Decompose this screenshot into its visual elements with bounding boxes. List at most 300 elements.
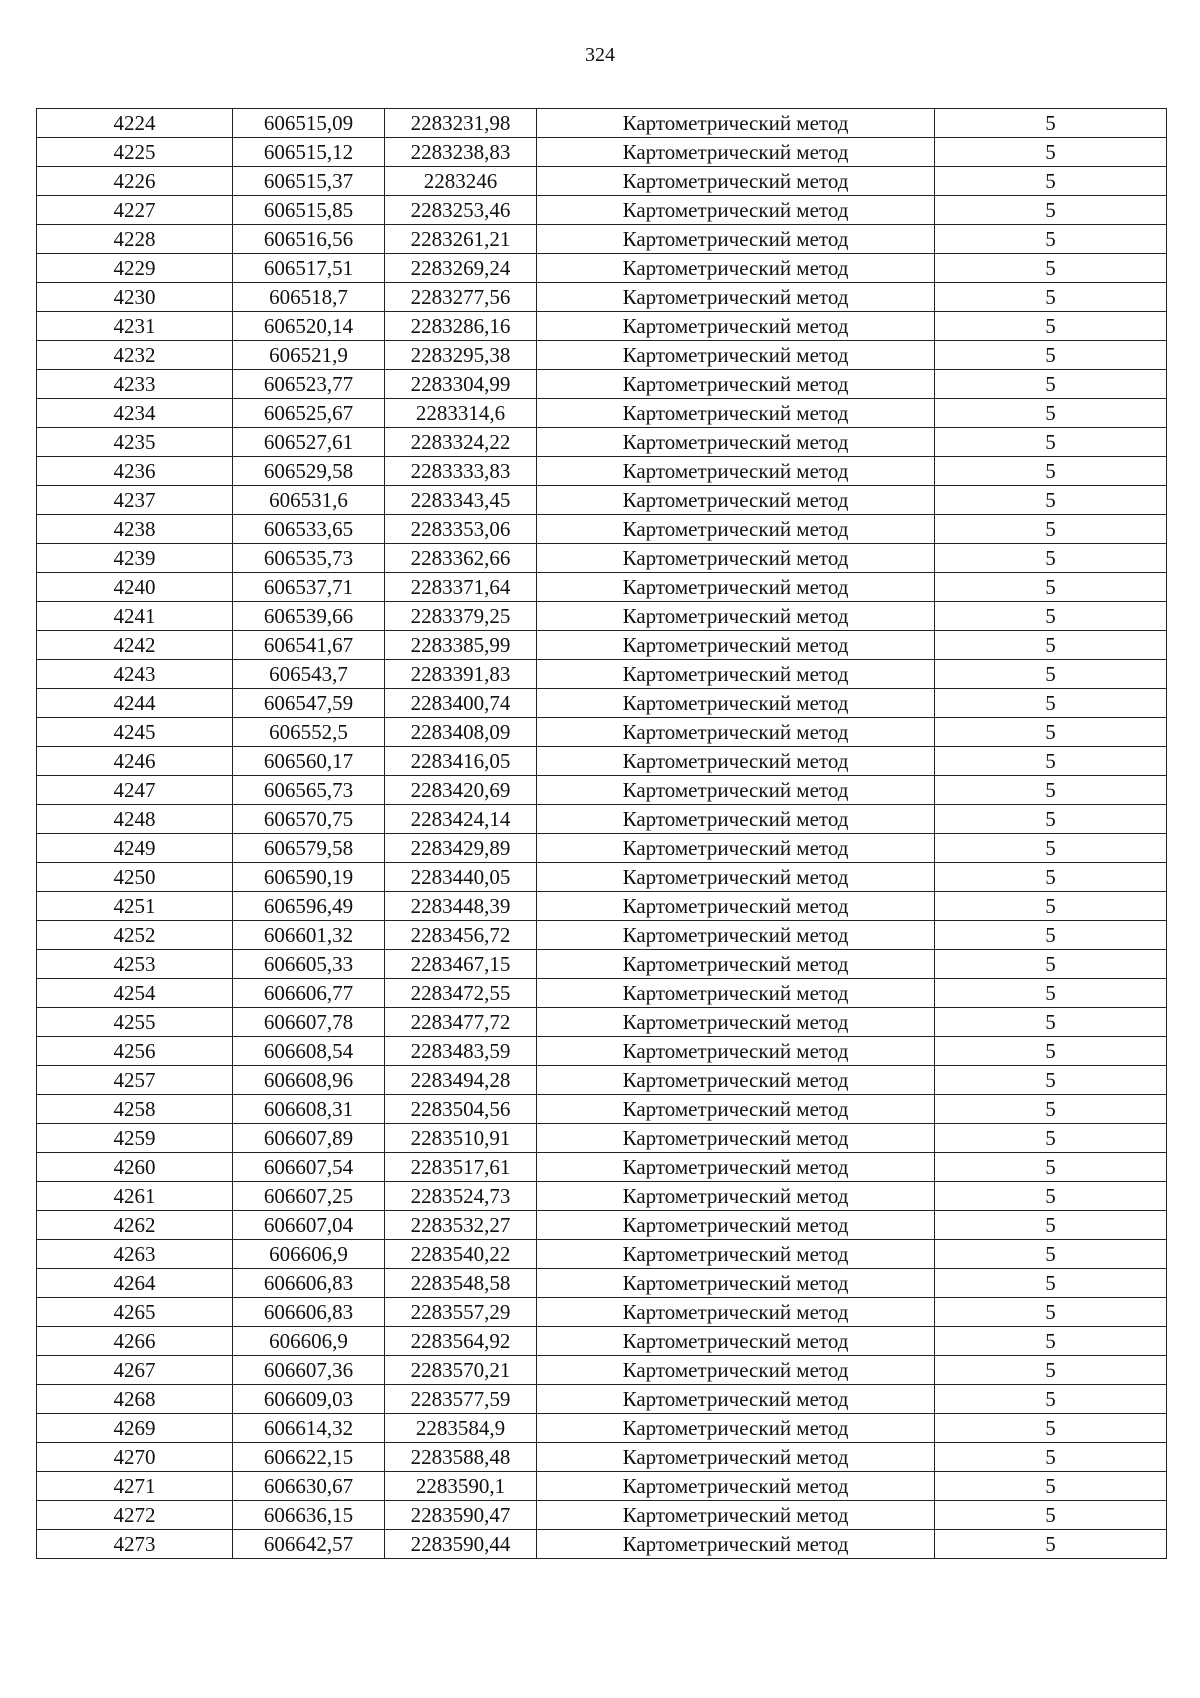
point-number-cell: 4255 bbox=[37, 1008, 233, 1037]
y-coordinate-cell: 2283371,64 bbox=[385, 573, 537, 602]
y-coordinate-cell: 2283477,72 bbox=[385, 1008, 537, 1037]
y-coordinate-cell: 2283564,92 bbox=[385, 1327, 537, 1356]
point-number-cell: 4265 bbox=[37, 1298, 233, 1327]
y-coordinate-cell: 2283548,58 bbox=[385, 1269, 537, 1298]
method-cell: Картометрический метод bbox=[537, 1385, 935, 1414]
point-number-cell: 4230 bbox=[37, 283, 233, 312]
accuracy-cell: 5 bbox=[935, 602, 1167, 631]
table-row bbox=[37, 921, 1167, 950]
x-coordinate-cell: 606606,77 bbox=[233, 979, 385, 1008]
accuracy-cell: 5 bbox=[935, 1211, 1167, 1240]
table-row bbox=[37, 312, 1167, 341]
point-number-cell: 4229 bbox=[37, 254, 233, 283]
accuracy-cell: 5 bbox=[935, 1530, 1167, 1559]
point-number-cell: 4249 bbox=[37, 834, 233, 863]
accuracy-cell: 5 bbox=[935, 254, 1167, 283]
y-coordinate-cell: 2283277,56 bbox=[385, 283, 537, 312]
method-cell: Картометрический метод bbox=[537, 515, 935, 544]
method-cell: Картометрический метод bbox=[537, 341, 935, 370]
method-cell: Картометрический метод bbox=[537, 428, 935, 457]
point-number-cell: 4245 bbox=[37, 718, 233, 747]
table-row bbox=[37, 1472, 1167, 1501]
table-row bbox=[37, 1240, 1167, 1269]
table-row bbox=[37, 283, 1167, 312]
y-coordinate-cell: 2283353,06 bbox=[385, 515, 537, 544]
point-number-cell: 4272 bbox=[37, 1501, 233, 1530]
x-coordinate-cell: 606521,9 bbox=[233, 341, 385, 370]
accuracy-cell: 5 bbox=[935, 979, 1167, 1008]
y-coordinate-cell: 2283385,99 bbox=[385, 631, 537, 660]
x-coordinate-cell: 606541,67 bbox=[233, 631, 385, 660]
x-coordinate-cell: 606515,37 bbox=[233, 167, 385, 196]
x-coordinate-cell: 606537,71 bbox=[233, 573, 385, 602]
method-cell: Картометрический метод bbox=[537, 1211, 935, 1240]
table-row bbox=[37, 341, 1167, 370]
y-coordinate-cell: 2283269,24 bbox=[385, 254, 537, 283]
x-coordinate-cell: 606607,54 bbox=[233, 1153, 385, 1182]
table-row bbox=[37, 515, 1167, 544]
method-cell: Картометрический метод bbox=[537, 863, 935, 892]
table-row bbox=[37, 254, 1167, 283]
y-coordinate-cell: 2283362,66 bbox=[385, 544, 537, 573]
method-cell: Картометрический метод bbox=[537, 167, 935, 196]
y-coordinate-cell: 2283517,61 bbox=[385, 1153, 537, 1182]
x-coordinate-cell: 606607,04 bbox=[233, 1211, 385, 1240]
point-number-cell: 4224 bbox=[37, 109, 233, 138]
method-cell: Картометрический метод bbox=[537, 1269, 935, 1298]
point-number-cell: 4246 bbox=[37, 747, 233, 776]
accuracy-cell: 5 bbox=[935, 1240, 1167, 1269]
x-coordinate-cell: 606606,9 bbox=[233, 1327, 385, 1356]
point-number-cell: 4236 bbox=[37, 457, 233, 486]
table-row bbox=[37, 805, 1167, 834]
y-coordinate-cell: 2283295,38 bbox=[385, 341, 537, 370]
point-number-cell: 4251 bbox=[37, 892, 233, 921]
method-cell: Картометрический метод bbox=[537, 660, 935, 689]
table-row bbox=[37, 747, 1167, 776]
method-cell: Картометрический метод bbox=[537, 138, 935, 167]
accuracy-cell: 5 bbox=[935, 370, 1167, 399]
method-cell: Картометрический метод bbox=[537, 747, 935, 776]
y-coordinate-cell: 2283379,25 bbox=[385, 602, 537, 631]
table-row bbox=[37, 1037, 1167, 1066]
table-row bbox=[37, 718, 1167, 747]
method-cell: Картометрический метод bbox=[537, 631, 935, 660]
table-row bbox=[37, 689, 1167, 718]
table-row bbox=[37, 631, 1167, 660]
method-cell: Картометрический метод bbox=[537, 109, 935, 138]
accuracy-cell: 5 bbox=[935, 283, 1167, 312]
point-number-cell: 4257 bbox=[37, 1066, 233, 1095]
point-number-cell: 4226 bbox=[37, 167, 233, 196]
y-coordinate-cell: 2283286,16 bbox=[385, 312, 537, 341]
x-coordinate-cell: 606609,03 bbox=[233, 1385, 385, 1414]
point-number-cell: 4263 bbox=[37, 1240, 233, 1269]
x-coordinate-cell: 606539,66 bbox=[233, 602, 385, 631]
point-number-cell: 4231 bbox=[37, 312, 233, 341]
accuracy-cell: 5 bbox=[935, 341, 1167, 370]
method-cell: Картометрический метод bbox=[537, 457, 935, 486]
accuracy-cell: 5 bbox=[935, 718, 1167, 747]
x-coordinate-cell: 606547,59 bbox=[233, 689, 385, 718]
point-number-cell: 4258 bbox=[37, 1095, 233, 1124]
point-number-cell: 4242 bbox=[37, 631, 233, 660]
method-cell: Картометрический метод bbox=[537, 1095, 935, 1124]
accuracy-cell: 5 bbox=[935, 1501, 1167, 1530]
point-number-cell: 4267 bbox=[37, 1356, 233, 1385]
x-coordinate-cell: 606601,32 bbox=[233, 921, 385, 950]
accuracy-cell: 5 bbox=[935, 950, 1167, 979]
table-row bbox=[37, 370, 1167, 399]
point-number-cell: 4261 bbox=[37, 1182, 233, 1211]
accuracy-cell: 5 bbox=[935, 109, 1167, 138]
point-number-cell: 4273 bbox=[37, 1530, 233, 1559]
table-row bbox=[37, 109, 1167, 138]
method-cell: Картометрический метод bbox=[537, 921, 935, 950]
accuracy-cell: 5 bbox=[935, 1095, 1167, 1124]
table-row bbox=[37, 1327, 1167, 1356]
y-coordinate-cell: 2283416,05 bbox=[385, 747, 537, 776]
table-row bbox=[37, 1008, 1167, 1037]
method-cell: Картометрический метод bbox=[537, 1356, 935, 1385]
point-number-cell: 4262 bbox=[37, 1211, 233, 1240]
accuracy-cell: 5 bbox=[935, 1008, 1167, 1037]
table-row bbox=[37, 225, 1167, 254]
point-number-cell: 4256 bbox=[37, 1037, 233, 1066]
accuracy-cell: 5 bbox=[935, 1327, 1167, 1356]
x-coordinate-cell: 606515,09 bbox=[233, 109, 385, 138]
page-number: 324 bbox=[585, 44, 615, 66]
y-coordinate-cell: 2283590,47 bbox=[385, 1501, 537, 1530]
method-cell: Картометрический метод bbox=[537, 892, 935, 921]
x-coordinate-cell: 606630,67 bbox=[233, 1472, 385, 1501]
x-coordinate-cell: 606515,85 bbox=[233, 196, 385, 225]
table-row bbox=[37, 602, 1167, 631]
method-cell: Картометрический метод bbox=[537, 1124, 935, 1153]
point-number-cell: 4235 bbox=[37, 428, 233, 457]
point-number-cell: 4247 bbox=[37, 776, 233, 805]
accuracy-cell: 5 bbox=[935, 1443, 1167, 1472]
y-coordinate-cell: 2283333,83 bbox=[385, 457, 537, 486]
table-row bbox=[37, 138, 1167, 167]
table-row bbox=[37, 399, 1167, 428]
x-coordinate-cell: 606523,77 bbox=[233, 370, 385, 399]
point-number-cell: 4225 bbox=[37, 138, 233, 167]
x-coordinate-cell: 606606,9 bbox=[233, 1240, 385, 1269]
table-row bbox=[37, 1095, 1167, 1124]
x-coordinate-cell: 606590,19 bbox=[233, 863, 385, 892]
x-coordinate-cell: 606607,78 bbox=[233, 1008, 385, 1037]
table-row bbox=[37, 1356, 1167, 1385]
table-row bbox=[37, 1066, 1167, 1095]
method-cell: Картометрический метод bbox=[537, 950, 935, 979]
method-cell: Картометрический метод bbox=[537, 196, 935, 225]
table-row bbox=[37, 1269, 1167, 1298]
method-cell: Картометрический метод bbox=[537, 1298, 935, 1327]
accuracy-cell: 5 bbox=[935, 631, 1167, 660]
method-cell: Картометрический метод bbox=[537, 1153, 935, 1182]
method-cell: Картометрический метод bbox=[537, 312, 935, 341]
x-coordinate-cell: 606607,36 bbox=[233, 1356, 385, 1385]
x-coordinate-cell: 606607,89 bbox=[233, 1124, 385, 1153]
table-row bbox=[37, 863, 1167, 892]
y-coordinate-cell: 2283314,6 bbox=[385, 399, 537, 428]
point-number-cell: 4260 bbox=[37, 1153, 233, 1182]
y-coordinate-cell: 2283424,14 bbox=[385, 805, 537, 834]
table-row bbox=[37, 167, 1167, 196]
x-coordinate-cell: 606606,83 bbox=[233, 1298, 385, 1327]
table-row bbox=[37, 1501, 1167, 1530]
accuracy-cell: 5 bbox=[935, 834, 1167, 863]
x-coordinate-cell: 606565,73 bbox=[233, 776, 385, 805]
accuracy-cell: 5 bbox=[935, 776, 1167, 805]
accuracy-cell: 5 bbox=[935, 747, 1167, 776]
method-cell: Картометрический метод bbox=[537, 979, 935, 1008]
point-number-cell: 4253 bbox=[37, 950, 233, 979]
accuracy-cell: 5 bbox=[935, 457, 1167, 486]
y-coordinate-cell: 2283584,9 bbox=[385, 1414, 537, 1443]
method-cell: Картометрический метод bbox=[537, 1501, 935, 1530]
table-row bbox=[37, 1443, 1167, 1472]
table-row bbox=[37, 892, 1167, 921]
y-coordinate-cell: 2283324,22 bbox=[385, 428, 537, 457]
point-number-cell: 4271 bbox=[37, 1472, 233, 1501]
y-coordinate-cell: 2283448,39 bbox=[385, 892, 537, 921]
y-coordinate-cell: 2283557,29 bbox=[385, 1298, 537, 1327]
y-coordinate-cell: 2283261,21 bbox=[385, 225, 537, 254]
x-coordinate-cell: 606527,61 bbox=[233, 428, 385, 457]
point-number-cell: 4233 bbox=[37, 370, 233, 399]
table-row bbox=[37, 1182, 1167, 1211]
method-cell: Картометрический метод bbox=[537, 1240, 935, 1269]
accuracy-cell: 5 bbox=[935, 1066, 1167, 1095]
y-coordinate-cell: 2283524,73 bbox=[385, 1182, 537, 1211]
x-coordinate-cell: 606614,32 bbox=[233, 1414, 385, 1443]
y-coordinate-cell: 2283429,89 bbox=[385, 834, 537, 863]
point-number-cell: 4237 bbox=[37, 486, 233, 515]
method-cell: Картометрический метод bbox=[537, 1443, 935, 1472]
y-coordinate-cell: 2283456,72 bbox=[385, 921, 537, 950]
method-cell: Картометрический метод bbox=[537, 573, 935, 602]
point-number-cell: 4269 bbox=[37, 1414, 233, 1443]
accuracy-cell: 5 bbox=[935, 892, 1167, 921]
accuracy-cell: 5 bbox=[935, 1356, 1167, 1385]
table-row bbox=[37, 544, 1167, 573]
method-cell: Картометрический метод bbox=[537, 544, 935, 573]
y-coordinate-cell: 2283472,55 bbox=[385, 979, 537, 1008]
method-cell: Картометрический метод bbox=[537, 834, 935, 863]
method-cell: Картометрический метод bbox=[537, 1066, 935, 1095]
y-coordinate-cell: 2283391,83 bbox=[385, 660, 537, 689]
x-coordinate-cell: 606607,25 bbox=[233, 1182, 385, 1211]
method-cell: Картометрический метод bbox=[537, 399, 935, 428]
point-number-cell: 4239 bbox=[37, 544, 233, 573]
method-cell: Картометрический метод bbox=[537, 254, 935, 283]
x-coordinate-cell: 606560,17 bbox=[233, 747, 385, 776]
accuracy-cell: 5 bbox=[935, 515, 1167, 544]
table-row bbox=[37, 486, 1167, 515]
accuracy-cell: 5 bbox=[935, 399, 1167, 428]
table-row bbox=[37, 776, 1167, 805]
table-row bbox=[37, 196, 1167, 225]
method-cell: Картометрический метод bbox=[537, 1472, 935, 1501]
point-number-cell: 4264 bbox=[37, 1269, 233, 1298]
y-coordinate-cell: 2283253,46 bbox=[385, 196, 537, 225]
method-cell: Картометрический метод bbox=[537, 1182, 935, 1211]
y-coordinate-cell: 2283238,83 bbox=[385, 138, 537, 167]
point-number-cell: 4227 bbox=[37, 196, 233, 225]
accuracy-cell: 5 bbox=[935, 1182, 1167, 1211]
accuracy-cell: 5 bbox=[935, 544, 1167, 573]
method-cell: Картометрический метод bbox=[537, 1008, 935, 1037]
accuracy-cell: 5 bbox=[935, 805, 1167, 834]
table-body bbox=[37, 109, 1167, 1559]
point-number-cell: 4234 bbox=[37, 399, 233, 428]
x-coordinate-cell: 606608,54 bbox=[233, 1037, 385, 1066]
table-row bbox=[37, 1414, 1167, 1443]
method-cell: Картометрический метод bbox=[537, 283, 935, 312]
point-number-cell: 4270 bbox=[37, 1443, 233, 1472]
y-coordinate-cell: 2283577,59 bbox=[385, 1385, 537, 1414]
table-row bbox=[37, 457, 1167, 486]
y-coordinate-cell: 2283440,05 bbox=[385, 863, 537, 892]
point-number-cell: 4238 bbox=[37, 515, 233, 544]
accuracy-cell: 5 bbox=[935, 660, 1167, 689]
x-coordinate-cell: 606517,51 bbox=[233, 254, 385, 283]
point-number-cell: 4254 bbox=[37, 979, 233, 1008]
y-coordinate-cell: 2283494,28 bbox=[385, 1066, 537, 1095]
accuracy-cell: 5 bbox=[935, 1385, 1167, 1414]
point-number-cell: 4248 bbox=[37, 805, 233, 834]
x-coordinate-cell: 606606,83 bbox=[233, 1269, 385, 1298]
method-cell: Картометрический метод bbox=[537, 1037, 935, 1066]
method-cell: Картометрический метод bbox=[537, 1327, 935, 1356]
accuracy-cell: 5 bbox=[935, 196, 1167, 225]
x-coordinate-cell: 606543,7 bbox=[233, 660, 385, 689]
y-coordinate-cell: 2283510,91 bbox=[385, 1124, 537, 1153]
y-coordinate-cell: 2283483,59 bbox=[385, 1037, 537, 1066]
accuracy-cell: 5 bbox=[935, 428, 1167, 457]
accuracy-cell: 5 bbox=[935, 1153, 1167, 1182]
y-coordinate-cell: 2283420,69 bbox=[385, 776, 537, 805]
method-cell: Картометрический метод bbox=[537, 1530, 935, 1559]
accuracy-cell: 5 bbox=[935, 573, 1167, 602]
point-number-cell: 4228 bbox=[37, 225, 233, 254]
x-coordinate-cell: 606533,65 bbox=[233, 515, 385, 544]
point-number-cell: 4243 bbox=[37, 660, 233, 689]
table-row bbox=[37, 1298, 1167, 1327]
accuracy-cell: 5 bbox=[935, 1269, 1167, 1298]
accuracy-cell: 5 bbox=[935, 1472, 1167, 1501]
x-coordinate-cell: 606518,7 bbox=[233, 283, 385, 312]
y-coordinate-cell: 2283343,45 bbox=[385, 486, 537, 515]
x-coordinate-cell: 606579,58 bbox=[233, 834, 385, 863]
table-row bbox=[37, 950, 1167, 979]
y-coordinate-cell: 2283408,09 bbox=[385, 718, 537, 747]
x-coordinate-cell: 606515,12 bbox=[233, 138, 385, 167]
x-coordinate-cell: 606608,96 bbox=[233, 1066, 385, 1095]
table-row bbox=[37, 1385, 1167, 1414]
y-coordinate-cell: 2283231,98 bbox=[385, 109, 537, 138]
point-number-cell: 4259 bbox=[37, 1124, 233, 1153]
accuracy-cell: 5 bbox=[935, 689, 1167, 718]
x-coordinate-cell: 606516,56 bbox=[233, 225, 385, 254]
y-coordinate-cell: 2283467,15 bbox=[385, 950, 537, 979]
x-coordinate-cell: 606642,57 bbox=[233, 1530, 385, 1559]
method-cell: Картометрический метод bbox=[537, 718, 935, 747]
point-number-cell: 4244 bbox=[37, 689, 233, 718]
y-coordinate-cell: 2283570,21 bbox=[385, 1356, 537, 1385]
y-coordinate-cell: 2283532,27 bbox=[385, 1211, 537, 1240]
x-coordinate-cell: 606570,75 bbox=[233, 805, 385, 834]
table-row bbox=[37, 979, 1167, 1008]
method-cell: Картометрический метод bbox=[537, 486, 935, 515]
x-coordinate-cell: 606608,31 bbox=[233, 1095, 385, 1124]
x-coordinate-cell: 606520,14 bbox=[233, 312, 385, 341]
accuracy-cell: 5 bbox=[935, 921, 1167, 950]
point-number-cell: 4250 bbox=[37, 863, 233, 892]
point-number-cell: 4266 bbox=[37, 1327, 233, 1356]
point-number-cell: 4252 bbox=[37, 921, 233, 950]
x-coordinate-cell: 606529,58 bbox=[233, 457, 385, 486]
accuracy-cell: 5 bbox=[935, 863, 1167, 892]
y-coordinate-cell: 2283304,99 bbox=[385, 370, 537, 399]
accuracy-cell: 5 bbox=[935, 138, 1167, 167]
table-row bbox=[37, 1153, 1167, 1182]
y-coordinate-cell: 2283590,44 bbox=[385, 1530, 537, 1559]
coordinates-table bbox=[36, 108, 1167, 1559]
accuracy-cell: 5 bbox=[935, 167, 1167, 196]
point-number-cell: 4268 bbox=[37, 1385, 233, 1414]
method-cell: Картометрический метод bbox=[537, 370, 935, 399]
x-coordinate-cell: 606605,33 bbox=[233, 950, 385, 979]
x-coordinate-cell: 606636,15 bbox=[233, 1501, 385, 1530]
y-coordinate-cell: 2283540,22 bbox=[385, 1240, 537, 1269]
table-row bbox=[37, 428, 1167, 457]
x-coordinate-cell: 606596,49 bbox=[233, 892, 385, 921]
table-row bbox=[37, 834, 1167, 863]
x-coordinate-cell: 606525,67 bbox=[233, 399, 385, 428]
accuracy-cell: 5 bbox=[935, 1037, 1167, 1066]
accuracy-cell: 5 bbox=[935, 486, 1167, 515]
method-cell: Картометрический метод bbox=[537, 602, 935, 631]
method-cell: Картометрический метод bbox=[537, 776, 935, 805]
y-coordinate-cell: 2283400,74 bbox=[385, 689, 537, 718]
point-number-cell: 4232 bbox=[37, 341, 233, 370]
accuracy-cell: 5 bbox=[935, 1298, 1167, 1327]
x-coordinate-cell: 606531,6 bbox=[233, 486, 385, 515]
x-coordinate-cell: 606622,15 bbox=[233, 1443, 385, 1472]
y-coordinate-cell: 2283246 bbox=[385, 167, 537, 196]
x-coordinate-cell: 606535,73 bbox=[233, 544, 385, 573]
y-coordinate-cell: 2283590,1 bbox=[385, 1472, 537, 1501]
y-coordinate-cell: 2283504,56 bbox=[385, 1095, 537, 1124]
point-number-cell: 4241 bbox=[37, 602, 233, 631]
x-coordinate-cell: 606552,5 bbox=[233, 718, 385, 747]
table-row bbox=[37, 660, 1167, 689]
y-coordinate-cell: 2283588,48 bbox=[385, 1443, 537, 1472]
point-number-cell: 4240 bbox=[37, 573, 233, 602]
accuracy-cell: 5 bbox=[935, 1124, 1167, 1153]
method-cell: Картометрический метод bbox=[537, 225, 935, 254]
table-row bbox=[37, 1124, 1167, 1153]
accuracy-cell: 5 bbox=[935, 225, 1167, 254]
method-cell: Картометрический метод bbox=[537, 689, 935, 718]
table-row bbox=[37, 1211, 1167, 1240]
accuracy-cell: 5 bbox=[935, 312, 1167, 341]
table-row bbox=[37, 1530, 1167, 1559]
method-cell: Картометрический метод bbox=[537, 805, 935, 834]
